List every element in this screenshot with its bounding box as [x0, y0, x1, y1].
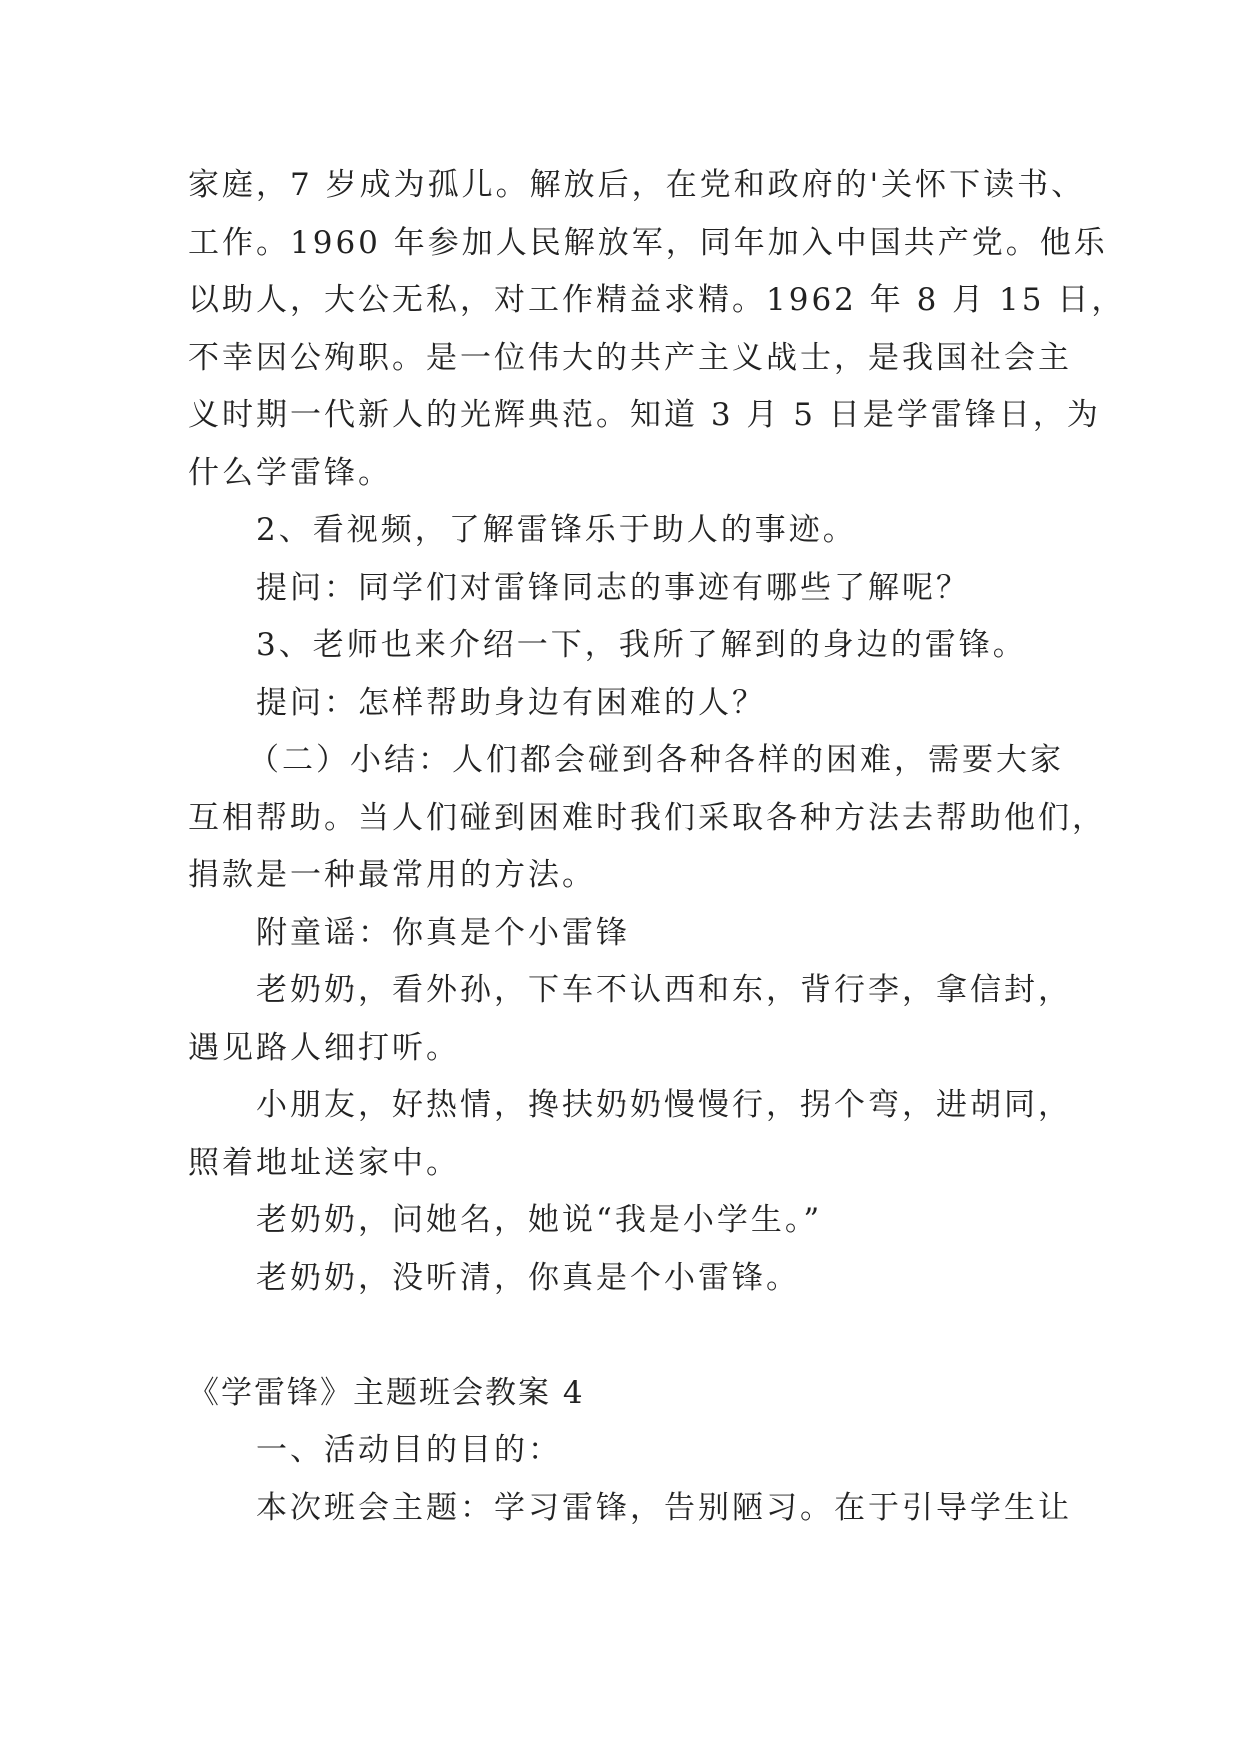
paragraph-line: 3、老师也来介绍一下，我所了解到的身边的雷锋。	[256, 627, 1027, 663]
paragraph-line: 老奶奶，没听清，你真是个小雷锋。	[256, 1260, 800, 1296]
paragraph-line: 不幸因公殉职。是一位伟大的共产主义战士，是我国社会主	[188, 340, 1072, 376]
paragraph-line: 老奶奶，看外孙，下车不认西和东，背行李，拿信封，	[256, 972, 1072, 1008]
paragraph-line: 工作。1960 年参加人民解放军，同年加入中国共产党。他乐	[188, 225, 1108, 261]
paragraph-line: （二）小结：人们都会碰到各种各样的困难，需要大家	[248, 742, 1064, 778]
paragraph-line: 互相帮助。当人们碰到困难时我们采取各种方法去帮助他们，	[188, 800, 1106, 836]
paragraph-line: 什么学雷锋。	[188, 455, 392, 491]
paragraph-line: 遇见路人细打听。	[188, 1030, 460, 1066]
paragraph-line: 捐款是一种最常用的方法。	[188, 857, 596, 893]
paragraph-line: 小朋友，好热情，搀扶奶奶慢慢行，拐个弯，进胡同，	[256, 1087, 1072, 1123]
paragraph-line: 2、看视频，了解雷锋乐于助人的事迹。	[256, 512, 857, 548]
paragraph-line: 照着地址送家中。	[188, 1145, 460, 1181]
paragraph-line: 本次班会主题：学习雷锋，告别陋习。在于引导学生让	[256, 1490, 1072, 1526]
paragraph-line: 提问：同学们对雷锋同志的事迹有哪些了解呢？	[256, 570, 970, 606]
paragraph-line: 提问：怎样帮助身边有困难的人？	[256, 685, 766, 721]
paragraph-line: 一、活动目的目的：	[256, 1432, 562, 1468]
paragraph-line: 老奶奶，问她名，她说“我是小学生。”	[256, 1202, 823, 1238]
paragraph-line: 附童谣：你真是个小雷锋	[256, 915, 630, 951]
paragraph-line: 家庭，7 岁成为孤儿。解放后，在党和政府的'关怀下读书、	[188, 167, 1086, 203]
section-heading: 《学雷锋》主题班会教案 4	[188, 1375, 585, 1411]
paragraph-line: 以助人，大公无私，对工作精益求精。1962 年 8 月 15 日，	[188, 282, 1126, 318]
paragraph-line: 义时期一代新人的光辉典范。知道 3 月 5 日是学雷锋日，为	[188, 397, 1101, 433]
